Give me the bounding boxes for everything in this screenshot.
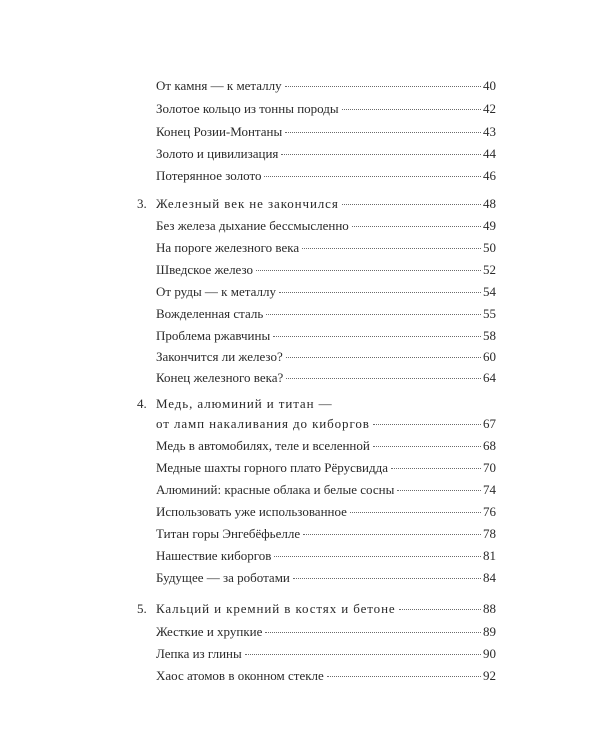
entry-title: Закончится ли железо? [156, 349, 283, 364]
entry-page: 60 [483, 349, 496, 364]
entry-title: Хаос атомов в оконном стекле [156, 668, 324, 683]
entry-title: Золото и цивилизация [156, 146, 279, 161]
entry-title: Вожделенная сталь [156, 306, 264, 321]
dot-leader [286, 357, 481, 358]
dot-leader [245, 654, 481, 655]
entry-title: Нашествие киборгов [156, 548, 272, 563]
toc-entry[interactable] [156, 646, 496, 662]
toc-entry[interactable] [156, 526, 496, 542]
toc-entry[interactable] [156, 78, 496, 94]
toc-entry[interactable] [156, 438, 496, 454]
toc-entry[interactable] [156, 284, 496, 300]
entry-page: 70 [483, 460, 496, 475]
chapter-title: от ламп накаливания до киборгов [156, 416, 370, 431]
entry-page: 89 [483, 624, 496, 639]
dot-leader [327, 676, 481, 677]
dot-leader [399, 609, 481, 610]
dot-leader [373, 424, 481, 425]
dot-leader [281, 154, 481, 155]
chapter-entry[interactable] [156, 601, 496, 617]
dot-leader [397, 490, 481, 491]
entry-title: Шведское железо [156, 262, 254, 277]
chapter-title: Кальций и кремний в костях и бетоне [156, 601, 396, 616]
entry-title: Использовать уже использованное [156, 504, 347, 519]
entry-title: Медные шахты горного плато Рёрусвидда [156, 460, 388, 475]
entry-page: 64 [483, 370, 496, 385]
dot-leader [293, 578, 481, 579]
entry-title: Жесткие и хрупкие [156, 624, 263, 639]
chapter-number: 5. [137, 601, 147, 616]
chapter-entry[interactable] [156, 196, 496, 212]
entry-page: 92 [483, 668, 496, 683]
dot-leader [256, 270, 481, 271]
entry-title: Золотое кольцо из тонны породы [156, 101, 339, 116]
toc-entry[interactable] [156, 168, 496, 184]
entry-page: 52 [483, 262, 496, 277]
entry-title: От камня — к металлу [156, 78, 282, 93]
dot-leader [342, 204, 481, 205]
chapter-page: 88 [483, 601, 496, 616]
chapter-entry[interactable] [156, 416, 496, 432]
chapter-number: 3. [137, 196, 147, 211]
toc-entry[interactable] [156, 504, 496, 520]
dot-leader [350, 512, 481, 513]
toc-entry[interactable] [156, 370, 496, 386]
toc-entry[interactable] [156, 146, 496, 162]
entry-title: Без железа дыхание бессмысленно [156, 218, 349, 233]
toc-entry[interactable] [156, 240, 496, 256]
dot-leader [264, 176, 481, 177]
entry-page: 40 [483, 78, 496, 93]
entry-title: Конец железного века? [156, 370, 284, 385]
dot-leader [279, 292, 481, 293]
dot-leader [266, 314, 481, 315]
chapter-number: 4. [137, 396, 147, 411]
dot-leader [352, 226, 481, 227]
toc-entry[interactable] [156, 218, 496, 234]
entry-page: 43 [483, 124, 496, 139]
entry-page: 68 [483, 438, 496, 453]
toc-entry[interactable] [156, 482, 496, 498]
entry-page: 90 [483, 646, 496, 661]
entry-page: 46 [483, 168, 496, 183]
entry-title: От руды — к металлу [156, 284, 276, 299]
toc-entry[interactable] [156, 306, 496, 322]
toc-entry[interactable] [156, 570, 496, 586]
entry-page: 42 [483, 101, 496, 116]
entry-title: На пороге железного века [156, 240, 300, 255]
entry-title: Потерянное золото [156, 168, 262, 183]
toc-entry[interactable] [156, 328, 496, 344]
dot-leader [285, 132, 481, 133]
entry-title: Конец Розии-Монтаны [156, 124, 283, 139]
entry-page: 78 [483, 526, 496, 541]
toc-entry[interactable] [156, 124, 496, 140]
entry-title: Лепка из глины [156, 646, 242, 661]
toc-entry[interactable] [156, 548, 496, 564]
entry-page: 74 [483, 482, 496, 497]
chapter-title: Железный век не закончился [156, 196, 339, 211]
chapter-page: 48 [483, 196, 496, 211]
entry-page: 58 [483, 328, 496, 343]
entry-title: Проблема ржавчины [156, 328, 271, 343]
entry-page: 55 [483, 306, 496, 321]
entry-page: 81 [483, 548, 496, 563]
toc-entry[interactable] [156, 101, 496, 117]
toc-entry[interactable] [156, 668, 496, 684]
toc-entry[interactable] [156, 349, 496, 365]
dot-leader [274, 556, 481, 557]
entry-title: Медь в автомобилях, теле и вселенной [156, 438, 370, 453]
dot-leader [373, 446, 481, 447]
chapter-page: 67 [483, 416, 496, 431]
entry-page: 44 [483, 146, 496, 161]
dot-leader [391, 468, 481, 469]
toc-entry[interactable] [156, 624, 496, 640]
entry-page: 49 [483, 218, 496, 233]
entry-page: 50 [483, 240, 496, 255]
dot-leader [265, 632, 481, 633]
entry-title: Будущее — за роботами [156, 570, 290, 585]
entry-title: Титан горы Энгебёфьелле [156, 526, 301, 541]
entry-page: 54 [483, 284, 496, 299]
entry-page: 84 [483, 570, 496, 585]
dot-leader [302, 248, 481, 249]
dot-leader [303, 534, 481, 535]
chapter-title-line: Медь, алюминий и титан — [156, 396, 333, 411]
entry-page: 76 [483, 504, 496, 519]
dot-leader [285, 86, 481, 87]
dot-leader [273, 336, 481, 337]
dot-leader [342, 109, 481, 110]
dot-leader [286, 378, 481, 379]
toc-entry[interactable] [156, 262, 496, 278]
entry-title: Алюминий: красные облака и белые сосны [156, 482, 395, 497]
toc-entry[interactable] [156, 460, 496, 476]
